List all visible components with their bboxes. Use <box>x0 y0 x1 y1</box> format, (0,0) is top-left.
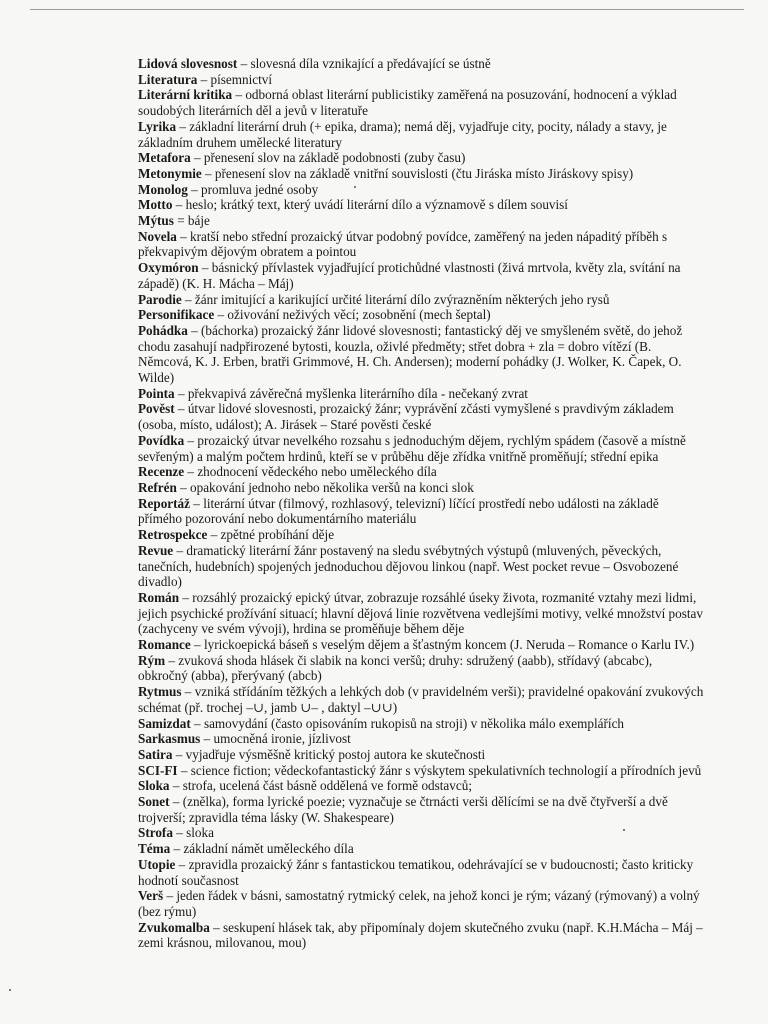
entry-term: Pointa <box>138 385 175 401</box>
entry-term: Literatura <box>138 71 198 87</box>
glossary-entry <box>138 401 704 432</box>
entry-term: Povídka <box>138 432 185 448</box>
glossary-entry <box>138 841 704 857</box>
entry-definition: – slovesná díla vznikající a předávající se ústně <box>237 56 491 71</box>
glossary-entry <box>138 260 704 291</box>
glossary-entry <box>138 480 704 496</box>
entry-term: SCI-FI <box>138 762 178 778</box>
entry-definition: – heslo; krátký text, který uvádí literární dílo a významově s dílem souvisí <box>172 197 568 213</box>
entry-definition: – oživování neživých věcí; zosobnění (mech šeptal) <box>214 307 491 323</box>
glossary-entry <box>138 747 704 763</box>
entry-term: Téma <box>138 841 171 857</box>
entry-term: Motto <box>138 197 173 213</box>
glossary-entry <box>138 888 704 919</box>
entry-definition: – odborná oblast literární publicistiky zaměřená na posuzování, hodnocení a výklad soudobých literárních děl a jevů v literatuře <box>138 87 677 119</box>
glossary-entry <box>138 386 704 402</box>
entry-term: Sarkasmus <box>138 731 201 747</box>
entry-term: Sonet <box>138 794 170 810</box>
glossary-entry <box>138 857 704 888</box>
glossary-list <box>138 56 704 951</box>
entry-definition: – umocněná ironie, jízlivost <box>200 731 351 747</box>
glossary-entry <box>138 307 704 323</box>
entry-definition: – vzniká střídáním těžkých a lehkých dob (v pravidelném verši); pravidelné opakování zvukových schémat (př. trochej –∪, jamb ∪– , daktyl –∪∪) <box>138 684 704 715</box>
entry-definition: – dramatický literární žánr postavený na sledu svébytných výstupů (mluvených, pěveckých, tanečních, hudebních) spojených jednoduchou dějovou linkou (např. West pocket revue – Osvobozené divadlo) <box>138 542 679 590</box>
entry-term: Román <box>138 589 180 605</box>
entry-definition: – sloka <box>172 825 214 841</box>
glossary-entry <box>138 166 704 182</box>
entry-term: Pověst <box>138 401 175 417</box>
entry-definition: – básnický přívlastek vyjadřující protichůdné vlastnosti (živá mrtvola, květy zla, svítání na západě) (K. H. Mácha – Máj) <box>138 260 681 291</box>
entry-term: Rým <box>138 652 166 668</box>
entry-definition: – jeden řádek v básni, samostatný rytmický celek, na jehož konci je rým; vázaný (rýmovaný) a volný (bez rýmu) <box>138 888 700 919</box>
entry-term: Metafora <box>138 150 191 166</box>
entry-term: Lidová slovesnost <box>138 56 238 71</box>
glossary-entry <box>138 543 704 590</box>
glossary-entry <box>138 731 704 747</box>
entry-term: Refrén <box>138 479 177 495</box>
entry-definition: – přenesení slov na základě podobnosti (zuby času) <box>190 150 466 166</box>
entry-term: Satira <box>138 746 173 762</box>
glossary-entry <box>138 716 704 732</box>
scan-edge-line <box>30 9 744 10</box>
entry-term: Samizdat <box>138 715 191 731</box>
glossary-entry <box>138 794 704 825</box>
entry-term: Parodie <box>138 291 182 307</box>
entry-definition: – útvar lidové slovesnosti, prozaický žánr; vyprávění zčásti vymyšlené s pravdivým základem (osoba, místo, událost); A. Jirásek – Staré pověsti české <box>138 401 674 433</box>
entry-definition: – zvuková shoda hlásek či slabik na konci veršů; druhy: sdružený (aabb), střídavý (abcabc), obkročný (abba), přerývaný (abcb) <box>138 652 653 684</box>
entry-definition: – (báchorka) prozaický žánr lidové slovesnosti; fantastický děj ve smyšleném světě, do jehož chodu zasahují nadpřirozené bytosti, kouzla, oživlé předměty; střet dobra + zla = dobro vítězí (B. Němcová, K. J. Erben, bratři Grimmové, H. Ch. Andersen); moderní pohádky (J. Wolker, K. Čapek, O. Wilde) <box>138 322 683 386</box>
entry-definition: – strofa, ucelená část básně oddělená ve formě odstavců; <box>169 778 472 794</box>
glossary-entry <box>138 684 704 715</box>
entry-term: Metonymie <box>138 165 202 181</box>
entry-term: Zvukomalba <box>138 919 210 935</box>
entry-term: Utopie <box>138 856 176 872</box>
glossary-entry <box>138 229 704 260</box>
glossary-entry <box>138 182 704 198</box>
glossary-entry <box>138 464 704 480</box>
entry-term: Retrospekce <box>138 527 208 543</box>
entry-definition: – zhodnocení vědeckého nebo uměleckého díla <box>184 464 437 480</box>
entry-definition: – promluva jedné osoby <box>187 181 319 197</box>
glossary-entry <box>138 637 704 653</box>
entry-definition: – science fiction; vědeckofantastický žánr s výskytem spekulativních technologií a přírodních jevů <box>177 762 702 778</box>
entry-definition: – lyrickoepická báseň s veselým dějem a šťastným koncem (J. Neruda – Romance o Karlu IV.) <box>190 637 695 653</box>
entry-definition: – seskupení hlásek tak, aby připomínaly dojem skutečného zvuku (např. K.H.Mácha – Máj – zemi krásnou, milovanou, mou) <box>138 919 703 951</box>
entry-definition: – opakování jednoho nebo několika veršů na konci slok <box>176 479 474 495</box>
entry-definition: – překvapivá závěrečná myšlenka literárního díla - nečekaný zvrat <box>174 385 528 401</box>
entry-term: Oxymóron <box>138 260 199 276</box>
entry-definition: – prozaický útvar nevelkého rozsahu s jednoduchým dějem, rychlým spádem (časově a místně sevřeným) a malým počtem hrdinů, kteří se v průběhu děje zřídka vnitřně proměňují; střední epika <box>138 432 686 464</box>
entry-definition: – rozsáhlý prozaický epický útvar, zobrazuje rozsáhlé úseky života, rozmanité vztahy mezi lidmi, jejich psychické prožívání situací; hlavní dějová linie rozvětvena vedlejšími motivy, velké množství postav (zachyceny ve svém vývoji), hrdina se proměňuje během děje <box>138 589 703 637</box>
entry-term: Reportáž <box>138 495 190 511</box>
entry-term: Personifikace <box>138 307 215 323</box>
entry-definition: – zpětné probíhání děje <box>207 527 335 543</box>
glossary-entry <box>138 763 704 779</box>
entry-definition: – zpravidla prozaický žánr s fantastickou tematikou, odehrávající se v budoucnosti; často kriticky hodnotí současnost <box>138 856 694 888</box>
entry-term: Lyrika <box>138 118 177 134</box>
glossary-entry <box>138 119 704 150</box>
glossary-entry <box>138 197 704 213</box>
glossary-entry <box>138 496 704 527</box>
glossary-entry <box>138 778 704 794</box>
glossary-entry <box>138 150 704 166</box>
glossary-entry <box>138 292 704 308</box>
glossary-entry <box>138 825 704 841</box>
scan-speck <box>9 989 11 991</box>
entry-definition: = báje <box>173 213 210 229</box>
entry-definition: – samovydání (často opisováním rukopisů na stroji) v několika málo exemplářích <box>190 715 625 731</box>
entry-definition: – žánr imitující a karikující určité literární dílo zvýrazněním některých jeho rysů <box>181 291 610 307</box>
entry-term: Verš <box>138 888 164 904</box>
entry-term: Monolog <box>138 181 188 197</box>
glossary-entry <box>138 527 704 543</box>
glossary-entry <box>138 590 704 637</box>
entry-term: Rytmus <box>138 684 182 700</box>
entry-definition: – vyjadřuje výsměšně kritický postoj autora ke skutečnosti <box>172 746 486 762</box>
entry-definition: – (znělka), forma lyrické poezie; vyznačuje se čtrnácti verši dělícími se na dvě čtyřverší a dvě trojverší; zpravidla téma lásky (W. Shakespeare) <box>138 794 668 825</box>
glossary-entry <box>138 920 704 951</box>
entry-definition: – základní literární druh (+ epika, drama); nemá děj, vyjadřuje city, pocity, nálady a stavy, je základním druhem umělecké literatury <box>138 118 667 150</box>
glossary-entry <box>138 433 704 464</box>
entry-term: Novela <box>138 228 177 244</box>
glossary-entry <box>138 72 704 88</box>
entry-definition: – přenesení slov na základě vnitřní souvislosti (čtu Jiráska místo Jiráskovy spisy) <box>201 165 634 181</box>
entry-term: Strofa <box>138 825 173 841</box>
entry-term: Literární kritika <box>138 87 233 103</box>
glossary-entry <box>138 87 704 118</box>
entry-term: Romance <box>138 637 191 653</box>
entry-term: Revue <box>138 542 174 558</box>
entry-definition: – literární útvar (filmový, rozhlasový, televizní) líčící prostředí nebo události na základě přímého pozorování nebo dokumentárního materiálu <box>138 495 659 527</box>
entry-term: Sloka <box>138 778 170 794</box>
glossary-entry <box>138 653 704 684</box>
entry-term: Pohádka <box>138 322 188 338</box>
glossary-entry <box>138 56 704 72</box>
entry-definition: – písemnictví <box>197 71 273 87</box>
entry-definition: – kratší nebo střední prozaický útvar podobný povídce, zaměřený na jeden nápaditý příběh s překvapivým dějovým obratem a pointou <box>138 228 668 260</box>
entry-term: Mýtus <box>138 213 174 229</box>
entry-definition: – základní námět uměleckého díla <box>170 841 354 857</box>
glossary-entry <box>138 323 704 386</box>
glossary-entry <box>138 213 704 229</box>
entry-term: Recenze <box>138 464 185 480</box>
